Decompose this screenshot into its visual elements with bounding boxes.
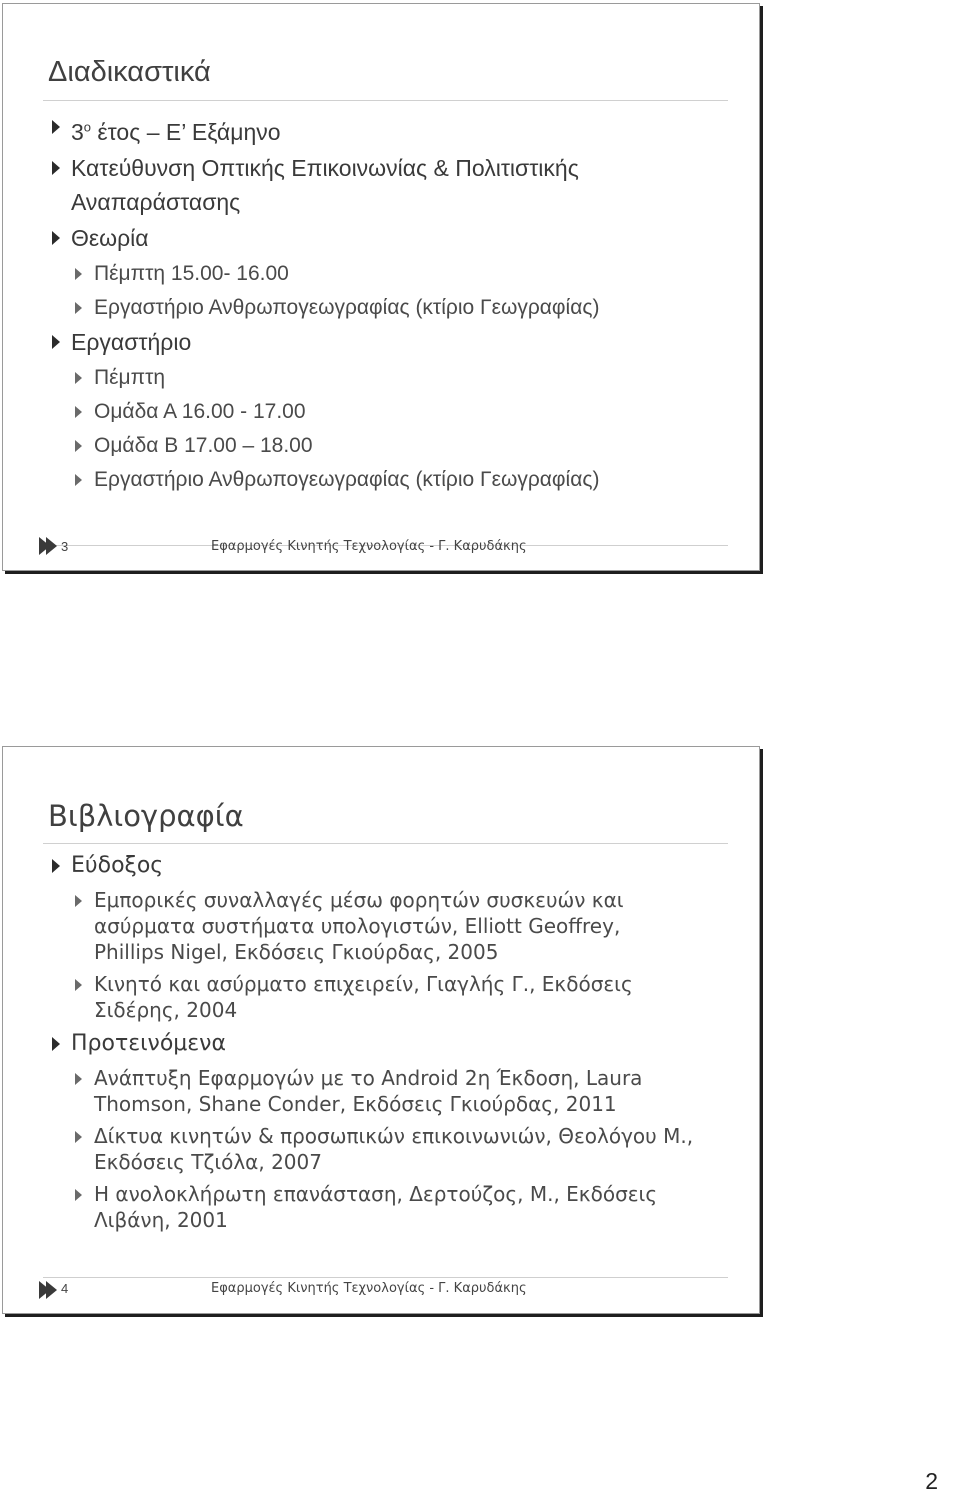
sub-bullet-item xyxy=(51,885,694,969)
slide-3 xyxy=(2,3,760,571)
bullet-arrow-icon xyxy=(75,1073,82,1085)
bullet-text: Ομάδα Β 17.00 – 18.00 xyxy=(94,433,313,457)
sub-bullet-item xyxy=(51,257,731,291)
bullet-item xyxy=(51,325,731,359)
bullet-text: Ομάδα Α 16.00 - 17.00 xyxy=(94,399,306,423)
page-number: 2 xyxy=(925,1468,938,1494)
sub-bullet-item xyxy=(51,395,731,429)
bullet-arrow-icon xyxy=(75,268,82,280)
bullet-text: Εργαστήριο Ανθρωπογεωγραφίας (κτίριο Γεωγραφίας) xyxy=(94,295,600,319)
bullet-text: Η ανολοκλήρωτη επανάσταση, Δερτούζος, Μ., Εκδόσεις Λιβάνη, 2001 xyxy=(94,1182,658,1232)
bullet-arrow-icon xyxy=(52,859,60,873)
sub-bullet-item xyxy=(51,969,694,1027)
slide-4 xyxy=(2,746,760,1314)
bullet-arrow-icon xyxy=(75,979,82,991)
bullet-list xyxy=(51,110,731,497)
sub-bullet-item xyxy=(51,1063,674,1121)
sub-bullet-item xyxy=(51,1179,694,1237)
bullet-list xyxy=(51,849,711,1237)
bullet-text: Εργαστήριο Ανθρωπογεωγραφίας (κτίριο Γεωγραφίας) xyxy=(94,467,600,491)
bullet-text: Πέμπτη xyxy=(94,365,166,389)
slide-title: Βιβλιογραφία xyxy=(48,799,244,833)
sub-bullet-item xyxy=(51,361,731,395)
slide-title: Διαδικαστικά xyxy=(48,56,211,88)
footer-arrow-icon xyxy=(46,537,57,555)
bullet-arrow-icon xyxy=(75,302,82,314)
sub-bullet-item xyxy=(51,291,731,325)
footer-divider xyxy=(43,1277,728,1278)
bullet-arrow-icon xyxy=(75,474,82,486)
title-divider xyxy=(43,843,728,844)
bullet-item xyxy=(51,1027,711,1061)
footer-text: Εφαρμογές Κινητής Τεχνολογίας - Γ. Καρυδάκης xyxy=(211,1281,527,1296)
bullet-arrow-icon xyxy=(52,120,60,134)
sub-bullet-item xyxy=(51,463,731,497)
bullet-arrow-icon xyxy=(75,440,82,452)
bullet-arrow-icon xyxy=(52,1037,60,1051)
bullet-text: Κινητό και ασύρματο επιχειρείν, Γιαγλής Γ., Εκδόσεις Σιδέρης, 2004 xyxy=(94,972,633,1022)
bullet-arrow-icon xyxy=(52,161,60,175)
bullet-text: Θεωρία xyxy=(71,224,149,251)
sub-bullet-item xyxy=(51,429,731,463)
bullet-arrow-icon xyxy=(75,1131,82,1143)
bullet-arrow-icon xyxy=(52,231,60,245)
footer-text: Εφαρμογές Κινητής Τεχνολογίας - Γ. Καρυδάκης xyxy=(211,539,527,554)
bullet-text: Προτεινόμενα xyxy=(71,1031,226,1056)
title-divider xyxy=(43,100,728,101)
sub-bullet-item xyxy=(51,1121,714,1179)
bullet-arrow-icon xyxy=(75,406,82,418)
bullet-item xyxy=(51,151,671,219)
bullet-text: Εύδοξος xyxy=(71,853,164,878)
bullet-text: Δίκτυα κινητών & προσωπικών επικοινωνιών, Θεολόγου Μ., Εκδόσεις Τζιόλα, 2007 xyxy=(94,1124,694,1174)
bullet-item xyxy=(51,221,731,255)
slide-number: 4 xyxy=(61,1281,69,1296)
bullet-text: Εργαστήριο xyxy=(71,328,192,355)
bullet-item xyxy=(51,110,731,149)
bullet-arrow-icon xyxy=(75,372,82,384)
bullet-text: $3^o$ έτος – Ε’ Εξάμηνο xyxy=(71,118,281,145)
bullet-arrow-icon xyxy=(75,1189,82,1201)
bullet-text: Εμπορικές συναλλαγές μέσω φορητών συσκευών και ασύρματα συστήματα υπολογιστών, Elliott Geoffrey, Phillips Nigel, Εκδόσεις Γκιούρδας, 2005 xyxy=(94,888,624,964)
bullet-text: Πέμπτη 15.00- 16.00 xyxy=(94,261,289,285)
footer-arrow-icon xyxy=(46,1281,57,1299)
bullet-arrow-icon xyxy=(75,895,82,907)
bullet-text: Κατεύθυνση Οπτικής Επικοινωνίας & Πολιτιστικής Αναπαράστασης xyxy=(71,154,579,215)
bullet-text: Ανάπτυξη Εφαρμογών με το Android 2η Έκδοση, Laura Thomson, Shane Conder, Εκδόσεις Γκιούρδας, 2011 xyxy=(94,1066,643,1116)
bullet-arrow-icon xyxy=(52,335,60,349)
slide-number: 3 xyxy=(61,539,69,554)
bullet-item xyxy=(51,849,711,883)
